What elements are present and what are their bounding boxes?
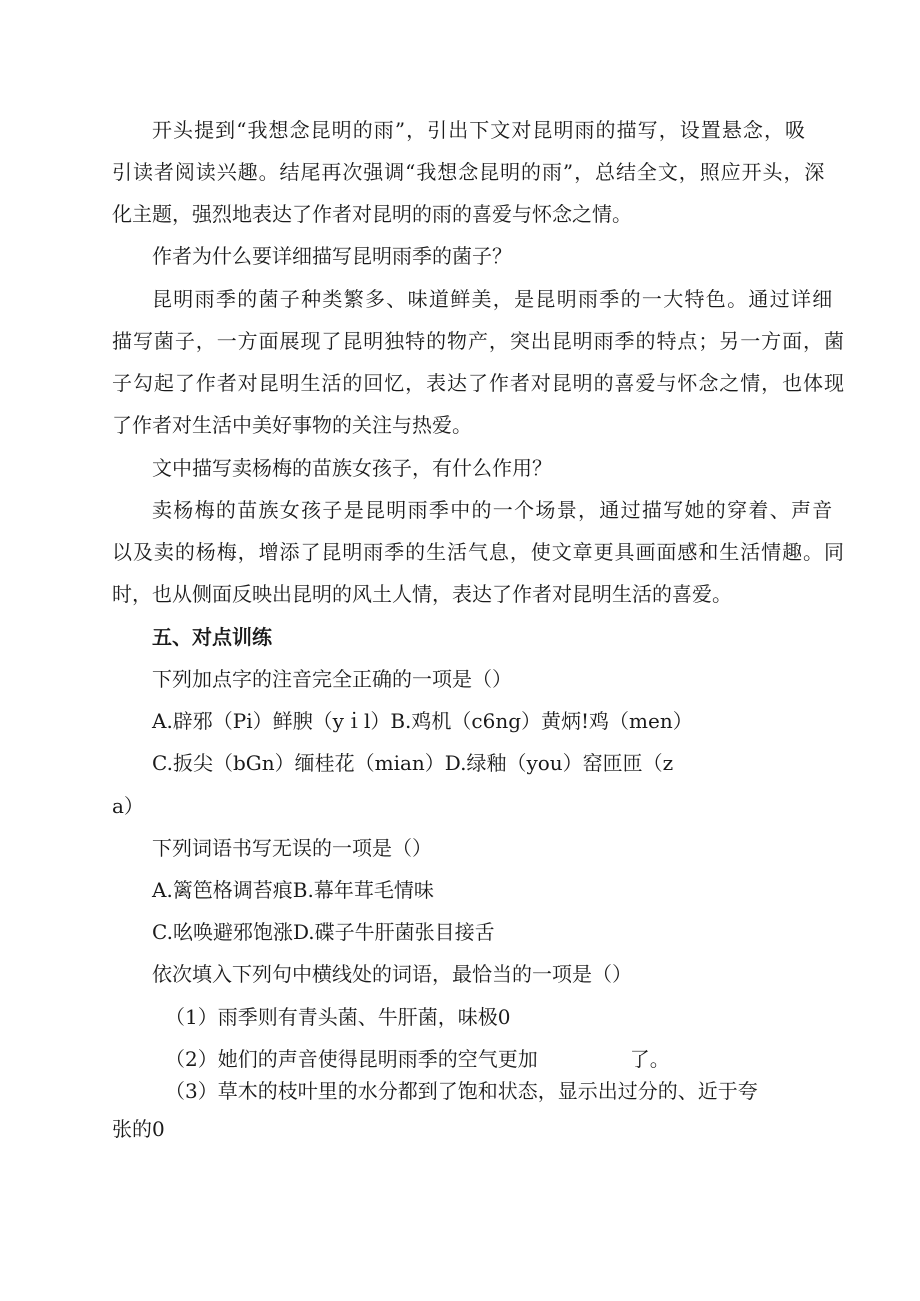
answer-2-line-2: 描写菌子，一方面展现了昆明独特的物产，突出昆明雨季的特点；另一方面，菌 [112, 329, 845, 353]
exercise-3-sentence-3-wrap: 张的0 [112, 1117, 165, 1141]
section-heading: 五、对点训练 [152, 625, 272, 649]
answer-3-line-1: 卖杨梅的苗族女孩子是昆明雨季中的一个场景，通过描写她的穿着、声音 [152, 498, 834, 522]
exercise-3-sentence-1: （1）雨季则有青头菌、牛肝菌，味极0 [165, 1005, 511, 1029]
exercise-3-sentence-2 [165, 1045, 670, 1073]
answer-1-line-1: 开头提到“我想念昆明的雨”，引出下文对昆明雨的描写，设置悬念，吸 [152, 118, 807, 142]
exercise-2-options-cd: C.吆唤避邪饱涨D.碟子牛肝菌张目接舌 [152, 920, 495, 944]
answer-3-line-2: 以及卖的杨梅，增添了昆明雨季的生活气息，使文章更具画面感和生活情趣。同 [112, 540, 845, 564]
exercise-1-options-cd-wrap: a） [112, 794, 144, 818]
exercise-1-options-ab: A.辟邪（Pi）鲜腴（yｉl）B.鸡机（c6ng）黄炳!鸡（men） [152, 709, 693, 733]
exercise-3-sentence-2-end: 了。 [629, 1047, 670, 1071]
exercise-2-stem: 下列词语书写无误的一项是（） [152, 836, 432, 860]
answer-1-line-2: 引读者阅读兴趣。结尾再次强调“我想念昆明的雨”，总结全文，照应开头，深 [112, 160, 826, 184]
question-2: 作者为什么要详细描写昆明雨季的菌子？ [152, 244, 512, 268]
answer-2-line-3: 子勾起了作者对昆明生活的回忆，表达了作者对昆明的喜爱与怀念之情，也体现 [112, 371, 845, 395]
answer-2-line-1: 昆明雨季的菌子种类繁多、味道鲜美，是昆明雨季的一大特色。通过详细 [152, 287, 834, 311]
exercise-1-stem: 下列加点字的注音完全正确的一项是（） [152, 667, 512, 691]
exercise-3-sentence-3: （3）草木的枝叶里的水分都到了饱和状态，显示出过分的、近于夸 [165, 1079, 758, 1103]
exercise-2-options-ab: A.篱笆格调苔痕B.幕年茸毛情味 [152, 878, 434, 902]
answer-1-line-3: 化主题，强烈地表达了作者对昆明的雨的喜爱与怀念之情。 [112, 202, 632, 226]
exercise-1-options-cd: C.扳尖（bGn）缅桂花（mian）D.绿釉（you）窑匝匝（z [152, 751, 674, 775]
answer-2-line-4: 了作者对生活中美好事物的关注与热爱。 [112, 413, 472, 437]
answer-3-line-3: 时，也从侧面反映出昆明的风土人情，表达了作者对昆明生活的喜爱。 [112, 582, 732, 606]
question-3: 文中描写卖杨梅的苗族女孩子，有什么作用？ [152, 456, 552, 480]
exercise-3-stem: 依次填入下列句中横线处的词语，最恰当的一项是（） [152, 962, 632, 986]
exercise-3-sentence-2-text: （2）她们的声音使得昆明雨季的空气更加 [165, 1047, 538, 1071]
